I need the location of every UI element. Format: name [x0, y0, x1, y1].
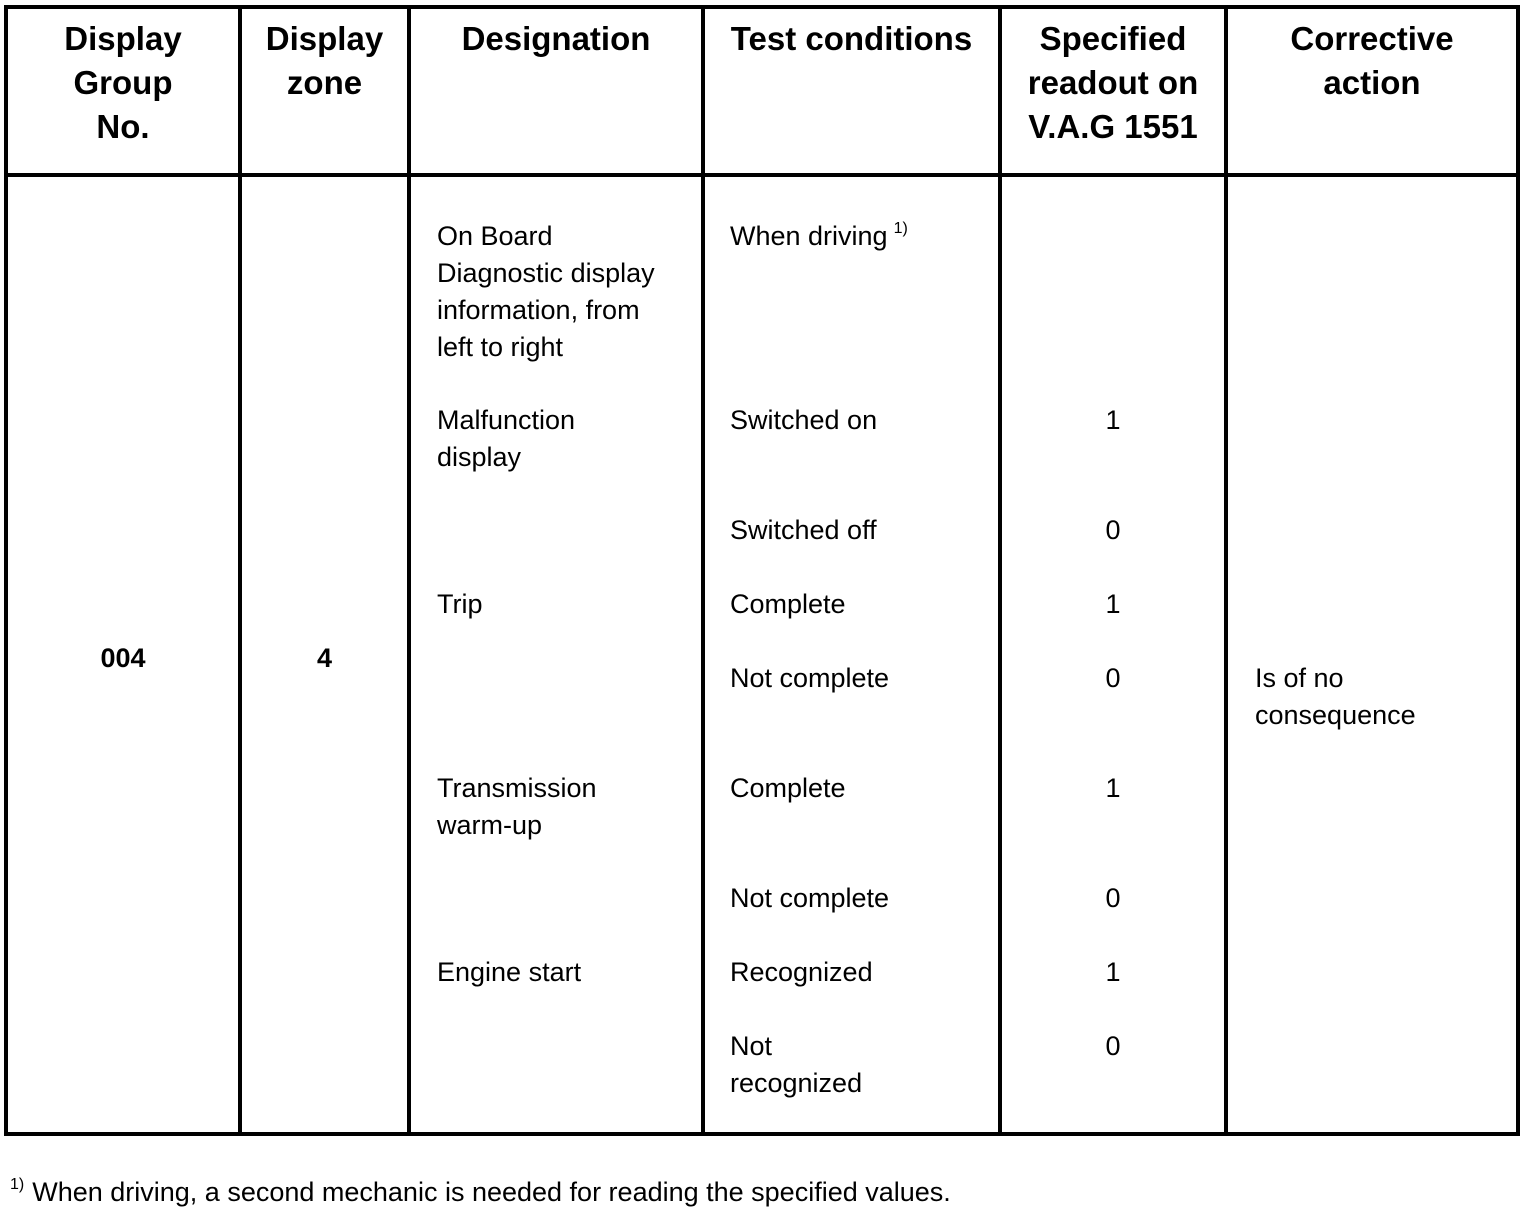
- group-number: 004: [100, 643, 146, 673]
- condition-not-complete: Not complete: [730, 663, 890, 693]
- footnote-marker: 1): [10, 1176, 25, 1193]
- readout-value: 0: [1105, 1031, 1121, 1061]
- header-group-no: Display Group No.: [64, 20, 182, 145]
- designation-engine-start: Engine start: [437, 957, 582, 987]
- diagnostic-table: [4, 5, 1520, 1136]
- readout-value: 0: [1105, 883, 1121, 913]
- condition-not-recognized: Not recognized: [730, 1031, 863, 1098]
- header-test-conditions: Test conditions: [730, 20, 973, 57]
- display-zone: 4: [316, 643, 333, 673]
- readout-value: 1: [1105, 957, 1121, 987]
- condition-recognized: Recognized: [730, 957, 873, 987]
- column-divider: [238, 9, 242, 1132]
- column-divider: [701, 9, 705, 1132]
- readout-value: 1: [1105, 773, 1121, 803]
- footnote-text: When driving, a second mechanic is needed for reading the specified values.: [32, 1177, 951, 1207]
- column-divider: [407, 9, 411, 1132]
- condition-when-driving: [730, 218, 908, 255]
- designation-transmission-warm-up: Transmission warm-up: [437, 773, 597, 840]
- condition-not-complete: Not complete: [730, 883, 890, 913]
- designation-malfunction-display: Malfunction display: [437, 405, 576, 472]
- footnote-marker: 1): [893, 220, 908, 237]
- readout-value: 1: [1105, 405, 1121, 435]
- header-divider: [8, 173, 1516, 177]
- condition-complete: Complete: [730, 773, 846, 803]
- designation-trip: Trip: [437, 589, 483, 619]
- header-corrective-action: Corrective action: [1290, 20, 1454, 101]
- designation-obd-info: On Board Diagnostic display information, from left to right: [437, 221, 655, 362]
- header-zone: Display zone: [265, 20, 384, 101]
- condition-switched-on: Switched on: [730, 405, 878, 435]
- corrective-action: Is of no consequence: [1255, 663, 1416, 730]
- condition-switched-off: Switched off: [730, 515, 877, 545]
- condition-text: When driving: [730, 221, 888, 251]
- footnote: [10, 1174, 951, 1211]
- header-designation: Designation: [461, 20, 651, 57]
- readout-value: 0: [1105, 515, 1121, 545]
- condition-complete: Complete: [730, 589, 846, 619]
- readout-value: 0: [1105, 663, 1121, 693]
- readout-value: 1: [1105, 589, 1121, 619]
- column-divider: [1224, 9, 1228, 1132]
- header-specified-readout: Specified readout on V.A.G 1551: [1027, 20, 1199, 145]
